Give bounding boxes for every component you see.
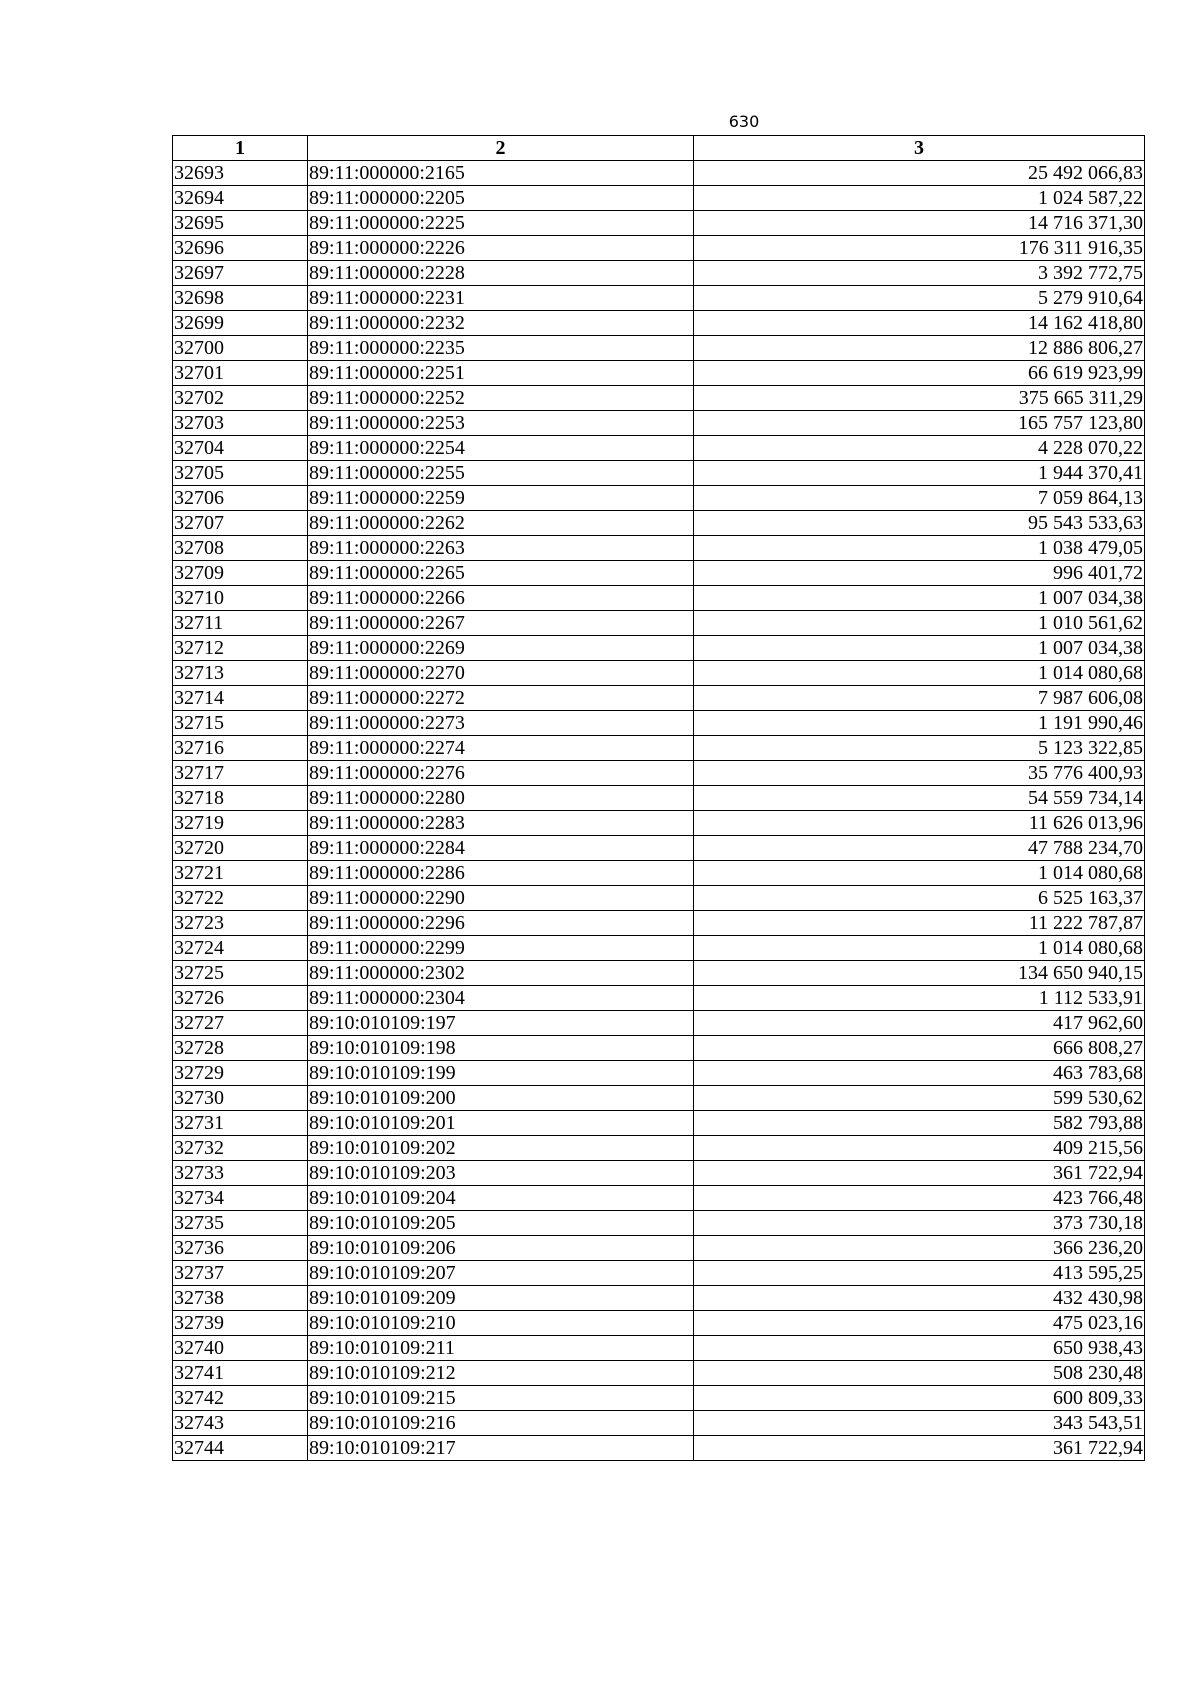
table-row [173, 561, 1145, 586]
cadastral-value: 463 783,68 [694, 1061, 1145, 1086]
cadastral-number: 89:10:010109:210 [308, 1311, 694, 1336]
row-number: 32741 [173, 1361, 308, 1386]
cadastral-number: 89:11:000000:2299 [308, 936, 694, 961]
table-row [173, 436, 1145, 461]
table-row [173, 1236, 1145, 1261]
row-number: 32702 [173, 386, 308, 411]
cadastral-value: 11 222 787,87 [694, 911, 1145, 936]
table-row [173, 736, 1145, 761]
cadastral-value: 1 010 561,62 [694, 611, 1145, 636]
cadastral-value: 11 626 013,96 [694, 811, 1145, 836]
cadastral-value: 54 559 734,14 [694, 786, 1145, 811]
cadastral-number: 89:11:000000:2267 [308, 611, 694, 636]
cadastral-value: 1 014 080,68 [694, 936, 1145, 961]
table-row [173, 711, 1145, 736]
cadastral-number: 89:11:000000:2266 [308, 586, 694, 611]
page-number: 630 [728, 112, 760, 131]
row-number: 32726 [173, 986, 308, 1011]
table-row [173, 161, 1145, 186]
cadastral-value: 1 944 370,41 [694, 461, 1145, 486]
cadastral-number: 89:11:000000:2273 [308, 711, 694, 736]
cadastral-number: 89:11:000000:2304 [308, 986, 694, 1011]
row-number: 32735 [173, 1211, 308, 1236]
table-row [173, 936, 1145, 961]
table-row [173, 686, 1145, 711]
cadastral-value: 1 007 034,38 [694, 586, 1145, 611]
cadastral-value: 600 809,33 [694, 1386, 1145, 1411]
cadastral-number: 89:10:010109:216 [308, 1411, 694, 1436]
row-number: 32744 [173, 1436, 308, 1461]
row-number: 32704 [173, 436, 308, 461]
cadastral-value: 25 492 066,83 [694, 161, 1145, 186]
row-number: 32734 [173, 1186, 308, 1211]
table-row [173, 461, 1145, 486]
cadastral-value: 66 619 923,99 [694, 361, 1145, 386]
table-row [173, 1336, 1145, 1361]
table-row [173, 786, 1145, 811]
cadastral-number: 89:10:010109:199 [308, 1061, 694, 1086]
table-row [173, 1186, 1145, 1211]
cadastral-value: 582 793,88 [694, 1111, 1145, 1136]
cadastral-value: 413 595,25 [694, 1261, 1145, 1286]
cadastral-number: 89:10:010109:197 [308, 1011, 694, 1036]
cadastral-value: 35 776 400,93 [694, 761, 1145, 786]
table-row [173, 186, 1145, 211]
cadastral-number: 89:11:000000:2255 [308, 461, 694, 486]
row-number: 32723 [173, 911, 308, 936]
row-number: 32713 [173, 661, 308, 686]
cadastral-value: 409 215,56 [694, 1136, 1145, 1161]
table-row [173, 536, 1145, 561]
cadastral-number: 89:11:000000:2296 [308, 911, 694, 936]
cadastral-number: 89:10:010109:217 [308, 1436, 694, 1461]
row-number: 32743 [173, 1411, 308, 1436]
cadastral-value: 14 716 371,30 [694, 211, 1145, 236]
table-row [173, 861, 1145, 886]
cadastral-value: 1 038 479,05 [694, 536, 1145, 561]
row-number: 32706 [173, 486, 308, 511]
row-number: 32738 [173, 1286, 308, 1311]
table-row [173, 1261, 1145, 1286]
row-number: 32693 [173, 161, 308, 186]
table-row [173, 1311, 1145, 1336]
cadastral-number: 89:10:010109:198 [308, 1036, 694, 1061]
row-number: 32724 [173, 936, 308, 961]
cadastral-number: 89:11:000000:2270 [308, 661, 694, 686]
row-number: 32737 [173, 1261, 308, 1286]
cadastral-value: 1 112 533,91 [694, 986, 1145, 1011]
table-row [173, 1111, 1145, 1136]
cadastral-number: 89:11:000000:2302 [308, 961, 694, 986]
table-row [173, 1011, 1145, 1036]
cadastral-value: 361 722,94 [694, 1161, 1145, 1186]
table-row [173, 836, 1145, 861]
row-number: 32727 [173, 1011, 308, 1036]
row-number: 32739 [173, 1311, 308, 1336]
table-row [173, 661, 1145, 686]
cadastral-number: 89:11:000000:2232 [308, 311, 694, 336]
row-number: 32729 [173, 1061, 308, 1086]
table-row [173, 386, 1145, 411]
cadastral-number: 89:10:010109:203 [308, 1161, 694, 1186]
cadastral-number: 89:11:000000:2286 [308, 861, 694, 886]
table-row [173, 1361, 1145, 1386]
cadastral-number: 89:11:000000:2262 [308, 511, 694, 536]
cadastral-number: 89:11:000000:2284 [308, 836, 694, 861]
row-number: 32715 [173, 711, 308, 736]
cadastral-value: 3 392 772,75 [694, 261, 1145, 286]
header-row [173, 136, 1145, 161]
cadastral-value: 1 024 587,22 [694, 186, 1145, 211]
table-row [173, 411, 1145, 436]
cadastral-value: 95 543 533,63 [694, 511, 1145, 536]
table-row [173, 1036, 1145, 1061]
row-number: 32694 [173, 186, 308, 211]
cadastral-value: 423 766,48 [694, 1186, 1145, 1211]
table-row [173, 211, 1145, 236]
cadastral-number: 89:10:010109:205 [308, 1211, 694, 1236]
cadastral-number: 89:11:000000:2252 [308, 386, 694, 411]
cadastral-number: 89:10:010109:212 [308, 1361, 694, 1386]
row-number: 32701 [173, 361, 308, 386]
cadastral-value: 12 886 806,27 [694, 336, 1145, 361]
row-number: 32696 [173, 236, 308, 261]
cadastral-value: 666 808,27 [694, 1036, 1145, 1061]
cadastral-number: 89:11:000000:2225 [308, 211, 694, 236]
cadastral-value: 5 123 322,85 [694, 736, 1145, 761]
cadastral-number: 89:11:000000:2226 [308, 236, 694, 261]
row-number: 32731 [173, 1111, 308, 1136]
cadastral-number: 89:11:000000:2290 [308, 886, 694, 911]
column-header-2: 2 [308, 136, 694, 161]
cadastral-number: 89:11:000000:2165 [308, 161, 694, 186]
cadastral-value: 650 938,43 [694, 1336, 1145, 1361]
cadastral-number: 89:11:000000:2231 [308, 286, 694, 311]
table-row [173, 1386, 1145, 1411]
table-row [173, 911, 1145, 936]
row-number: 32716 [173, 736, 308, 761]
row-number: 32740 [173, 1336, 308, 1361]
table-row [173, 1136, 1145, 1161]
row-number: 32712 [173, 636, 308, 661]
table-row [173, 986, 1145, 1011]
cadastral-number: 89:10:010109:202 [308, 1136, 694, 1161]
row-number: 32736 [173, 1236, 308, 1261]
cadastral-value: 5 279 910,64 [694, 286, 1145, 311]
cadastral-value: 996 401,72 [694, 561, 1145, 586]
table-row [173, 1061, 1145, 1086]
table-row [173, 1161, 1145, 1186]
cadastral-number: 89:11:000000:2269 [308, 636, 694, 661]
cadastral-value: 1 191 990,46 [694, 711, 1145, 736]
cadastral-number: 89:11:000000:2265 [308, 561, 694, 586]
table-row [173, 511, 1145, 536]
cadastral-value: 1 014 080,68 [694, 661, 1145, 686]
table-row [173, 1286, 1145, 1311]
row-number: 32719 [173, 811, 308, 836]
table-row [173, 311, 1145, 336]
row-number: 32698 [173, 286, 308, 311]
row-number: 32700 [173, 336, 308, 361]
cadastral-number: 89:11:000000:2283 [308, 811, 694, 836]
cadastral-value: 366 236,20 [694, 1236, 1145, 1261]
cadastral-value: 7 059 864,13 [694, 486, 1145, 511]
table-row [173, 886, 1145, 911]
table-row [173, 286, 1145, 311]
cadastral-value: 165 757 123,80 [694, 411, 1145, 436]
cadastral-number: 89:10:010109:201 [308, 1111, 694, 1136]
row-number: 32711 [173, 611, 308, 636]
cadastral-value: 4 228 070,22 [694, 436, 1145, 461]
cadastral-value: 343 543,51 [694, 1411, 1145, 1436]
cadastral-number: 89:10:010109:200 [308, 1086, 694, 1111]
table-row [173, 611, 1145, 636]
row-number: 32703 [173, 411, 308, 436]
row-number: 32709 [173, 561, 308, 586]
row-number: 32730 [173, 1086, 308, 1111]
cadastral-number: 89:10:010109:204 [308, 1186, 694, 1211]
column-header-3: 3 [694, 136, 1145, 161]
table-body [173, 161, 1145, 1461]
table-row [173, 236, 1145, 261]
row-number: 32714 [173, 686, 308, 711]
row-number: 32717 [173, 761, 308, 786]
table-row [173, 636, 1145, 661]
cadastral-number: 89:11:000000:2272 [308, 686, 694, 711]
cadastral-value: 373 730,18 [694, 1211, 1145, 1236]
row-number: 32722 [173, 886, 308, 911]
table-row [173, 486, 1145, 511]
table-row [173, 586, 1145, 611]
row-number: 32708 [173, 536, 308, 561]
table-row [173, 1086, 1145, 1111]
cadastral-value: 417 962,60 [694, 1011, 1145, 1036]
cadastral-number: 89:11:000000:2276 [308, 761, 694, 786]
table-row [173, 361, 1145, 386]
cadastral-number: 89:10:010109:207 [308, 1261, 694, 1286]
cadastral-number: 89:11:000000:2235 [308, 336, 694, 361]
cadastral-value: 1 007 034,38 [694, 636, 1145, 661]
cadastral-value: 14 162 418,80 [694, 311, 1145, 336]
row-number: 32695 [173, 211, 308, 236]
row-number: 32705 [173, 461, 308, 486]
cadastral-number: 89:10:010109:211 [308, 1336, 694, 1361]
cadastral-number: 89:11:000000:2205 [308, 186, 694, 211]
cadastral-number: 89:10:010109:209 [308, 1286, 694, 1311]
row-number: 32710 [173, 586, 308, 611]
cadastral-value: 599 530,62 [694, 1086, 1145, 1111]
cadastral-value: 6 525 163,37 [694, 886, 1145, 911]
table-row [173, 1411, 1145, 1436]
cadastral-value: 1 014 080,68 [694, 861, 1145, 886]
table-row [173, 1211, 1145, 1236]
table-row [173, 1436, 1145, 1461]
cadastral-value: 7 987 606,08 [694, 686, 1145, 711]
cadastral-value: 361 722,94 [694, 1436, 1145, 1461]
registry-table [172, 135, 1145, 1461]
cadastral-number: 89:11:000000:2228 [308, 261, 694, 286]
row-number: 32718 [173, 786, 308, 811]
cadastral-value: 432 430,98 [694, 1286, 1145, 1311]
cadastral-number: 89:11:000000:2280 [308, 786, 694, 811]
cadastral-value: 475 023,16 [694, 1311, 1145, 1336]
cadastral-value: 508 230,48 [694, 1361, 1145, 1386]
row-number: 32699 [173, 311, 308, 336]
cadastral-value: 176 311 916,35 [694, 236, 1145, 261]
column-header-1: 1 [173, 136, 308, 161]
table-row [173, 336, 1145, 361]
cadastral-number: 89:11:000000:2263 [308, 536, 694, 561]
cadastral-number: 89:11:000000:2251 [308, 361, 694, 386]
cadastral-value: 47 788 234,70 [694, 836, 1145, 861]
cadastral-number: 89:11:000000:2254 [308, 436, 694, 461]
row-number: 32725 [173, 961, 308, 986]
cadastral-number: 89:11:000000:2253 [308, 411, 694, 436]
table-row [173, 961, 1145, 986]
cadastral-number: 89:10:010109:215 [308, 1386, 694, 1411]
row-number: 32732 [173, 1136, 308, 1161]
row-number: 32733 [173, 1161, 308, 1186]
cadastral-number: 89:10:010109:206 [308, 1236, 694, 1261]
row-number: 32721 [173, 861, 308, 886]
table-row [173, 811, 1145, 836]
row-number: 32742 [173, 1386, 308, 1411]
cadastral-number: 89:11:000000:2274 [308, 736, 694, 761]
row-number: 32728 [173, 1036, 308, 1061]
table-row [173, 761, 1145, 786]
table-row [173, 261, 1145, 286]
row-number: 32697 [173, 261, 308, 286]
cadastral-value: 134 650 940,15 [694, 961, 1145, 986]
row-number: 32720 [173, 836, 308, 861]
row-number: 32707 [173, 511, 308, 536]
cadastral-number: 89:11:000000:2259 [308, 486, 694, 511]
cadastral-value: 375 665 311,29 [694, 386, 1145, 411]
